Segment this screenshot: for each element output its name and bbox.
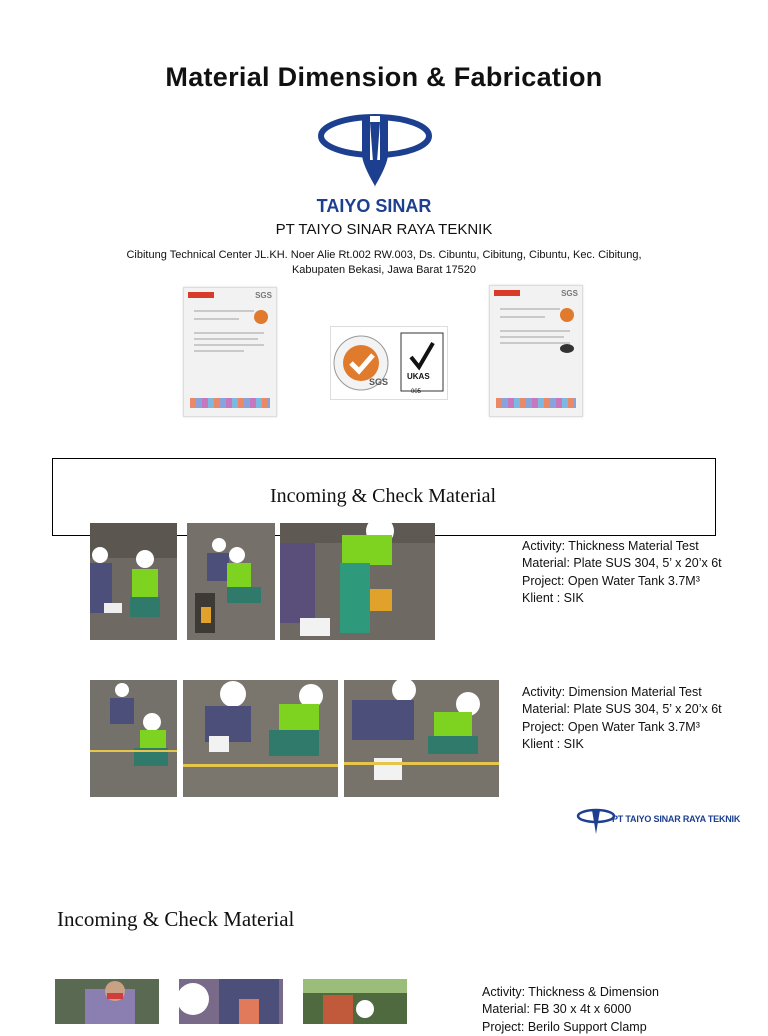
logo-wordmark: TAIYO SINAR bbox=[316, 196, 432, 216]
caption-activity: Activity: Dimension Material Test bbox=[522, 685, 702, 699]
caption-row-2 bbox=[522, 684, 722, 753]
photo-section2-3 bbox=[303, 979, 407, 1024]
photo-dimension-test-3 bbox=[344, 680, 499, 797]
caption-row-1 bbox=[522, 538, 722, 607]
iso-certificate-right bbox=[489, 285, 583, 417]
ukas-number: 005 bbox=[411, 389, 422, 395]
caption-klient: Klient : SIK bbox=[522, 590, 584, 605]
sgs-iso-seal-icon bbox=[331, 327, 447, 399]
caption-project: Project: Berilo Support Clamp bbox=[482, 1019, 647, 1034]
sgs-seal-label: SGS bbox=[369, 377, 389, 387]
caption-project: Project: Open Water Tank 3.7M³ bbox=[522, 719, 700, 734]
footer-logo-icon bbox=[576, 808, 616, 836]
photo-thickness-test-3 bbox=[280, 523, 435, 640]
company-name: PT TAIYO SINAR RAYA TEKNIK bbox=[275, 221, 493, 238]
caption-klient: Klient : SIK bbox=[522, 736, 584, 751]
photo-section2-2 bbox=[179, 979, 283, 1024]
caption-material: Material: Plate SUS 304, 5’ x 20’x 6t bbox=[522, 556, 722, 571]
caption-project: Project: Open Water Tank 3.7M³ bbox=[522, 573, 700, 588]
sgs-ukas-badge bbox=[330, 326, 448, 400]
caption-activity: Activity: Thickness & Dimension bbox=[482, 985, 659, 999]
photo-dimension-test-1 bbox=[90, 680, 177, 797]
photo-section2-1 bbox=[55, 979, 159, 1024]
sgs-mark: SGS bbox=[561, 289, 578, 298]
iso-certificate-left bbox=[183, 287, 277, 417]
sgs-mark: SGS bbox=[255, 291, 272, 300]
company-address: Cibitung Technical Center JL.KH. Noer Alie Rt.002 RW.003, Ds. Cibuntu, Cibitung, Cibuntu, Kec. Cibitung, Kabupaten Bekasi, Jawa Barat 17520 bbox=[126, 249, 642, 276]
caption-activity: Activity: Thickness Material Test bbox=[522, 539, 699, 553]
ukas-label: UKAS bbox=[407, 372, 430, 381]
photo-thickness-test-2 bbox=[187, 523, 275, 640]
caption-material: Material: Plate SUS 304, 5’ x 20’x 6t bbox=[522, 702, 722, 717]
section-title: Incoming & Check Material bbox=[269, 485, 497, 507]
photo-dimension-test-2 bbox=[183, 680, 338, 797]
footer-company-name: PT TAIYO SINAR RAYA TEKNIK bbox=[612, 814, 741, 824]
caption-material: Material: FB 30 x 4t x 6000 bbox=[482, 1002, 632, 1017]
page-title: Material Dimension & Fabrication bbox=[165, 62, 603, 92]
section-2-title: Incoming & Check Material bbox=[57, 907, 295, 931]
photo-thickness-test-1 bbox=[90, 523, 177, 640]
caption-section2 bbox=[482, 984, 659, 1036]
